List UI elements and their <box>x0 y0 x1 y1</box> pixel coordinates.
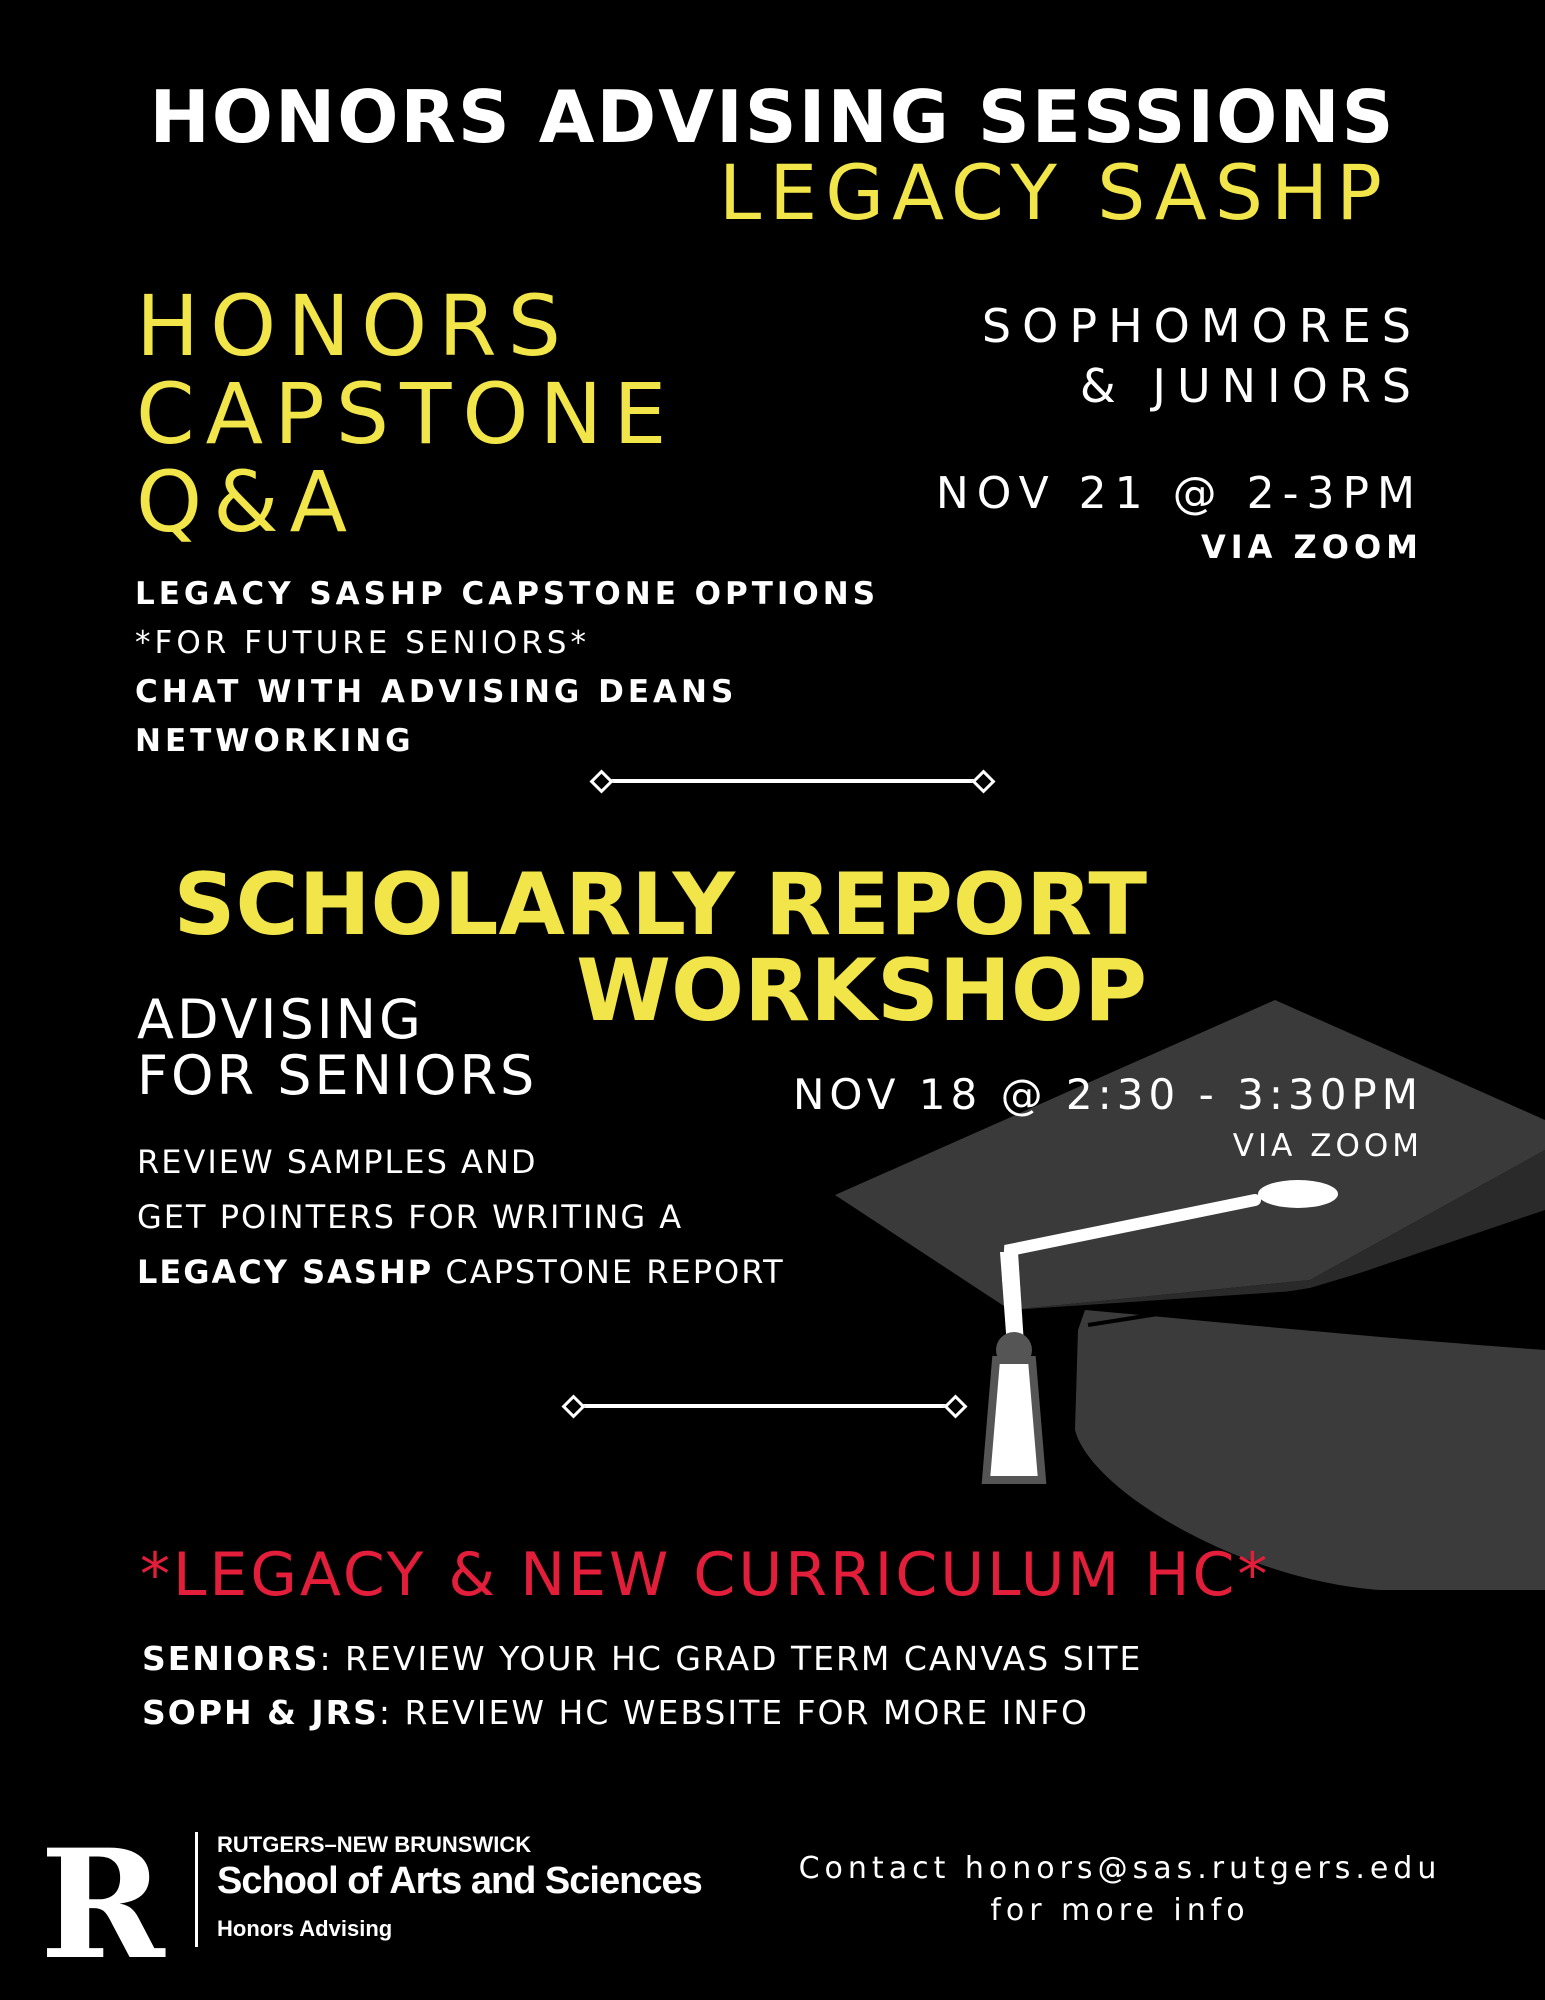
curriculum-instructions <box>142 1632 1142 1740</box>
divider-end <box>561 1394 585 1418</box>
instruction-text: : REVIEW YOUR HC GRAD TERM CANVAS SITE <box>319 1639 1143 1678</box>
contact-line: Contact honors@sas.rutgers.edu <box>798 1851 1442 1886</box>
audience-line: & JUNIORS <box>1079 359 1422 413</box>
description-bold: LEGACY SASHP <box>137 1253 434 1291</box>
divider-end <box>589 769 613 793</box>
instruction-line <box>142 1686 1142 1740</box>
capstone-title-line: HONORS <box>136 277 572 375</box>
description-line: REVIEW SAMPLES AND <box>137 1143 538 1181</box>
logo-line-1: RUTGERS–NEW BRUNSWICK <box>217 1832 532 1857</box>
capstone-title-line: CAPSTONE <box>136 365 678 463</box>
description-tail: CAPSTONE REPORT <box>433 1253 785 1291</box>
workshop-description <box>137 1135 785 1300</box>
list-item: LEGACY SASHP CAPSTONE OPTIONS <box>135 576 880 612</box>
description-line: GET POINTERS FOR WRITING A <box>137 1198 684 1236</box>
logo-divider <box>195 1832 198 1947</box>
instruction-label: SENIORS <box>142 1639 320 1678</box>
workshop-audience <box>137 988 538 1107</box>
contact-info <box>790 1848 1450 1932</box>
logo-line-2: School of Arts and Sciences <box>217 1860 702 1902</box>
capstone-items <box>135 570 879 766</box>
divider-end <box>971 769 995 793</box>
workshop-date: NOV 18 @ 2:30 - 3:30PM <box>792 1070 1423 1119</box>
capstone-audience <box>982 296 1422 416</box>
capstone-location: VIA ZOOM <box>1200 528 1423 566</box>
audience-line: SOPHOMORES <box>981 299 1422 353</box>
workshop-location: VIA ZOOM <box>1232 1128 1423 1164</box>
list-item: NETWORKING <box>135 723 415 759</box>
list-item: CHAT WITH ADVISING DEANS <box>135 674 738 710</box>
instruction-line <box>142 1632 1142 1686</box>
audience-line: FOR SENIORS <box>137 1044 538 1107</box>
divider <box>600 779 982 783</box>
capstone-date: NOV 21 @ 2-3PM <box>935 468 1423 519</box>
curriculum-title: *LEGACY & NEW CURRICULUM HC* <box>140 1540 1271 1610</box>
contact-line: for more info <box>990 1893 1250 1928</box>
list-item: *FOR FUTURE SENIORS* <box>135 625 590 661</box>
rutgers-r-logo: R <box>40 1817 165 1993</box>
logo-line-3: Honors Advising <box>217 1916 393 1941</box>
poster-title: HONORS ADVISING SESSIONS <box>149 75 1396 159</box>
description-line <box>137 1245 785 1300</box>
workshop-title-line: SCHOLARLY REPORT <box>173 855 1147 955</box>
workshop-title-line: WORKSHOP <box>576 941 1147 1041</box>
audience-line: ADVISING <box>137 988 424 1051</box>
capstone-title-line: Q&A <box>136 453 359 551</box>
poster-subtitle: LEGACY SASHP <box>718 148 1390 237</box>
instruction-text: : REVIEW HC WEBSITE FOR MORE INFO <box>378 1693 1090 1732</box>
instruction-label: SOPH & JRS <box>142 1693 379 1732</box>
divider <box>572 1404 954 1408</box>
capstone-title <box>136 277 678 551</box>
